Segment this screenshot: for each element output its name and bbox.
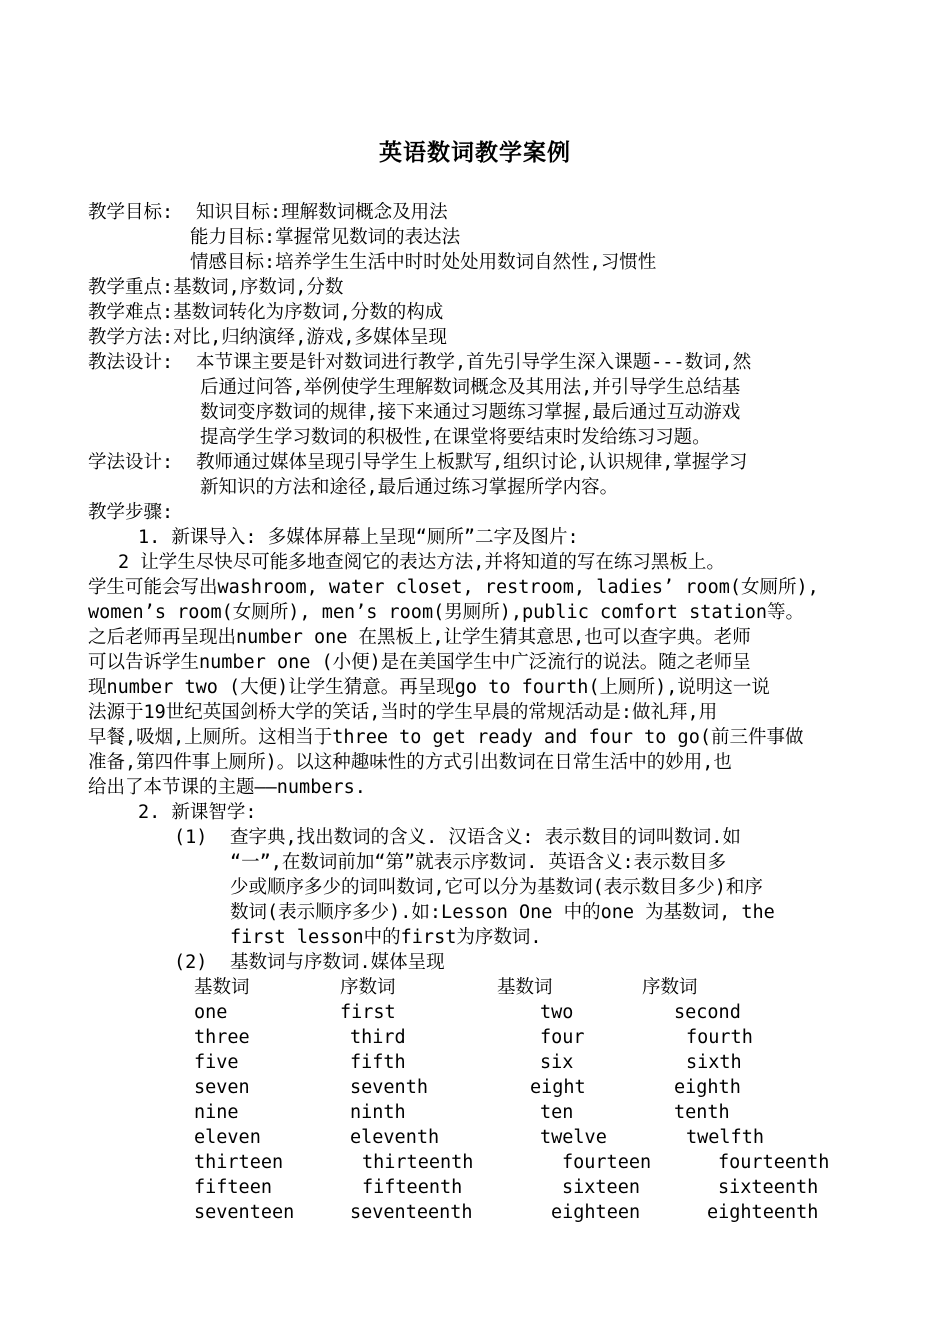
table-cell: seven	[194, 1077, 250, 1098]
step1-body-line: 法源于19世纪英国剑桥大学的笑话,当时的学生早晨的常规活动是:做礼拜,用	[88, 702, 718, 723]
table-header: 序数词	[642, 977, 698, 998]
table-cell: thirteenth	[362, 1152, 474, 1173]
table-cell: eighteenth	[707, 1202, 819, 1223]
step1-body-line: women’s room(女厕所), men’s room(男厕所),public comfort station等。	[88, 602, 805, 623]
step1-body-line: 2 让学生尽快尽可能多地查阅它的表达方法,并将知道的写在练习黑板上。	[118, 552, 725, 573]
step1-body-line: 可以告诉学生number one (小便)是在美国学生中广泛流行的说法。随之老师呈	[88, 652, 751, 673]
table-cell: sixteen	[562, 1177, 640, 1198]
table-cell: twelve	[540, 1127, 607, 1148]
table-cell: third	[350, 1027, 406, 1048]
table-cell: tenth	[674, 1102, 730, 1123]
table-cell: four	[540, 1027, 585, 1048]
learning-design-line: 新知识的方法和途径,最后通过练习掌握所学内容。	[200, 477, 619, 498]
teaching-design-label: 教法设计:	[88, 352, 174, 373]
table-cell: second	[674, 1002, 741, 1023]
table-cell: fifteenth	[362, 1177, 463, 1198]
table-cell: seventh	[350, 1077, 428, 1098]
step1-body-line: 早餐,吸烟,上厕所。这相当于three to get ready and four to go(前三件事做	[88, 727, 804, 748]
sub1-line: first lesson中的first为序数词.	[230, 927, 542, 948]
steps-label: 教学步骤:	[88, 502, 174, 523]
sub1-line: 数词(表示顺序多少).如:Lesson One 中的one 为基数词, the	[230, 902, 775, 923]
step1-body-line: 现number two (大便)让学生猜意。再呈现go to fourth(上厕所),说明这一说	[88, 677, 770, 698]
sub2-text: 基数词与序数词.媒体呈现	[230, 952, 445, 973]
objective-knowledge: 知识目标:理解数词概念及用法	[196, 202, 448, 223]
table-cell: ninth	[350, 1102, 406, 1123]
teaching-design-line: 提高学生学习数词的积极性,在课堂将要结束时发给练习习题。	[200, 427, 711, 448]
teaching-design-line: 数词变序数词的规律,接下来通过习题练习掌握,最后通过互动游戏	[200, 402, 741, 423]
teaching-design-line: 本节课主要是针对数词进行教学,首先引导学生深入课题---数词,然	[196, 352, 752, 373]
table-cell: one	[194, 1002, 228, 1023]
table-cell: eighteen	[551, 1202, 641, 1223]
table-cell: two	[540, 1002, 574, 1023]
difficulties: 教学难点:基数词转化为序数词,分数的构成	[88, 302, 444, 323]
learning-design-label: 学法设计:	[88, 452, 174, 473]
table-cell: eighth	[674, 1077, 741, 1098]
table-cell: thirteen	[194, 1152, 284, 1173]
objectives-label: 教学目标:	[88, 202, 174, 223]
teaching-design-line: 后通过问答,举例使学生理解数词概念及其用法,并引导学生总结基	[200, 377, 741, 398]
table-cell: fifth	[350, 1052, 406, 1073]
table-cell: three	[194, 1027, 250, 1048]
step2-heading: 2. 新课智学:	[138, 802, 257, 823]
step1-body-line: 给出了本节课的主题——numbers.	[88, 777, 366, 798]
table-cell: seventeenth	[350, 1202, 473, 1223]
table-cell: first	[340, 1002, 396, 1023]
objective-emotion: 情感目标:培养学生生活中时时处处用数词自然性,习惯性	[190, 252, 657, 273]
step1-body-line: 之后老师再呈现出number one 在黑板上,让学生猜其意思,也可以查字典。老师	[88, 627, 751, 648]
table-cell: eight	[530, 1077, 586, 1098]
table-header: 序数词	[340, 977, 396, 998]
step1-body-line: 准备,第四件事上厕所)。以这种趣味性的方式引出数词在日常生活中的妙用,也	[88, 752, 732, 773]
table-cell: six	[540, 1052, 574, 1073]
step1-body-line: 学生可能会写出washroom, water closet, restroom, ladies’ room(女厕所),	[88, 577, 819, 598]
sub1-line: “一”,在数词前加“第”就表示序数词. 英语含义:表示数目多	[230, 852, 727, 873]
objective-ability: 能力目标:掌握常见数词的表达法	[190, 227, 461, 248]
methods: 教学方法:对比,归纳演绎,游戏,多媒体呈现	[88, 327, 448, 348]
table-cell: fifteen	[194, 1177, 272, 1198]
learning-design-line: 教师通过媒体呈现引导学生上板默写,组织讨论,认识规律,掌握学习	[196, 452, 748, 473]
sub1-number: (1)	[174, 827, 208, 848]
table-cell: sixth	[686, 1052, 742, 1073]
table-cell: five	[194, 1052, 239, 1073]
table-header: 基数词	[497, 977, 553, 998]
table-cell: twelfth	[686, 1127, 764, 1148]
sub1-line: 查字典,找出数词的含义. 汉语含义: 表示数目的词叫数词.如	[230, 827, 741, 848]
table-cell: fourth	[686, 1027, 753, 1048]
table-cell: nine	[194, 1102, 239, 1123]
sub2-number: (2)	[174, 952, 208, 973]
step1-heading: 1. 新课导入: 多媒体屏幕上呈现“厕所”二字及图片:	[138, 527, 579, 548]
table-cell: seventeen	[194, 1202, 295, 1223]
table-cell: eleven	[194, 1127, 261, 1148]
table-cell: fourteen	[562, 1152, 652, 1173]
key-points: 教学重点:基数词,序数词,分数	[88, 277, 344, 298]
table-cell: eleventh	[350, 1127, 440, 1148]
sub1-line: 少或顺序多少的词叫数词,它可以分为基数词(表示数目多少)和序	[230, 877, 763, 898]
table-cell: ten	[540, 1102, 574, 1123]
table-cell: fourteenth	[718, 1152, 830, 1173]
table-cell: sixteenth	[718, 1177, 819, 1198]
table-header: 基数词	[194, 977, 250, 998]
document-title: 英语数词教学案例	[379, 140, 571, 166]
